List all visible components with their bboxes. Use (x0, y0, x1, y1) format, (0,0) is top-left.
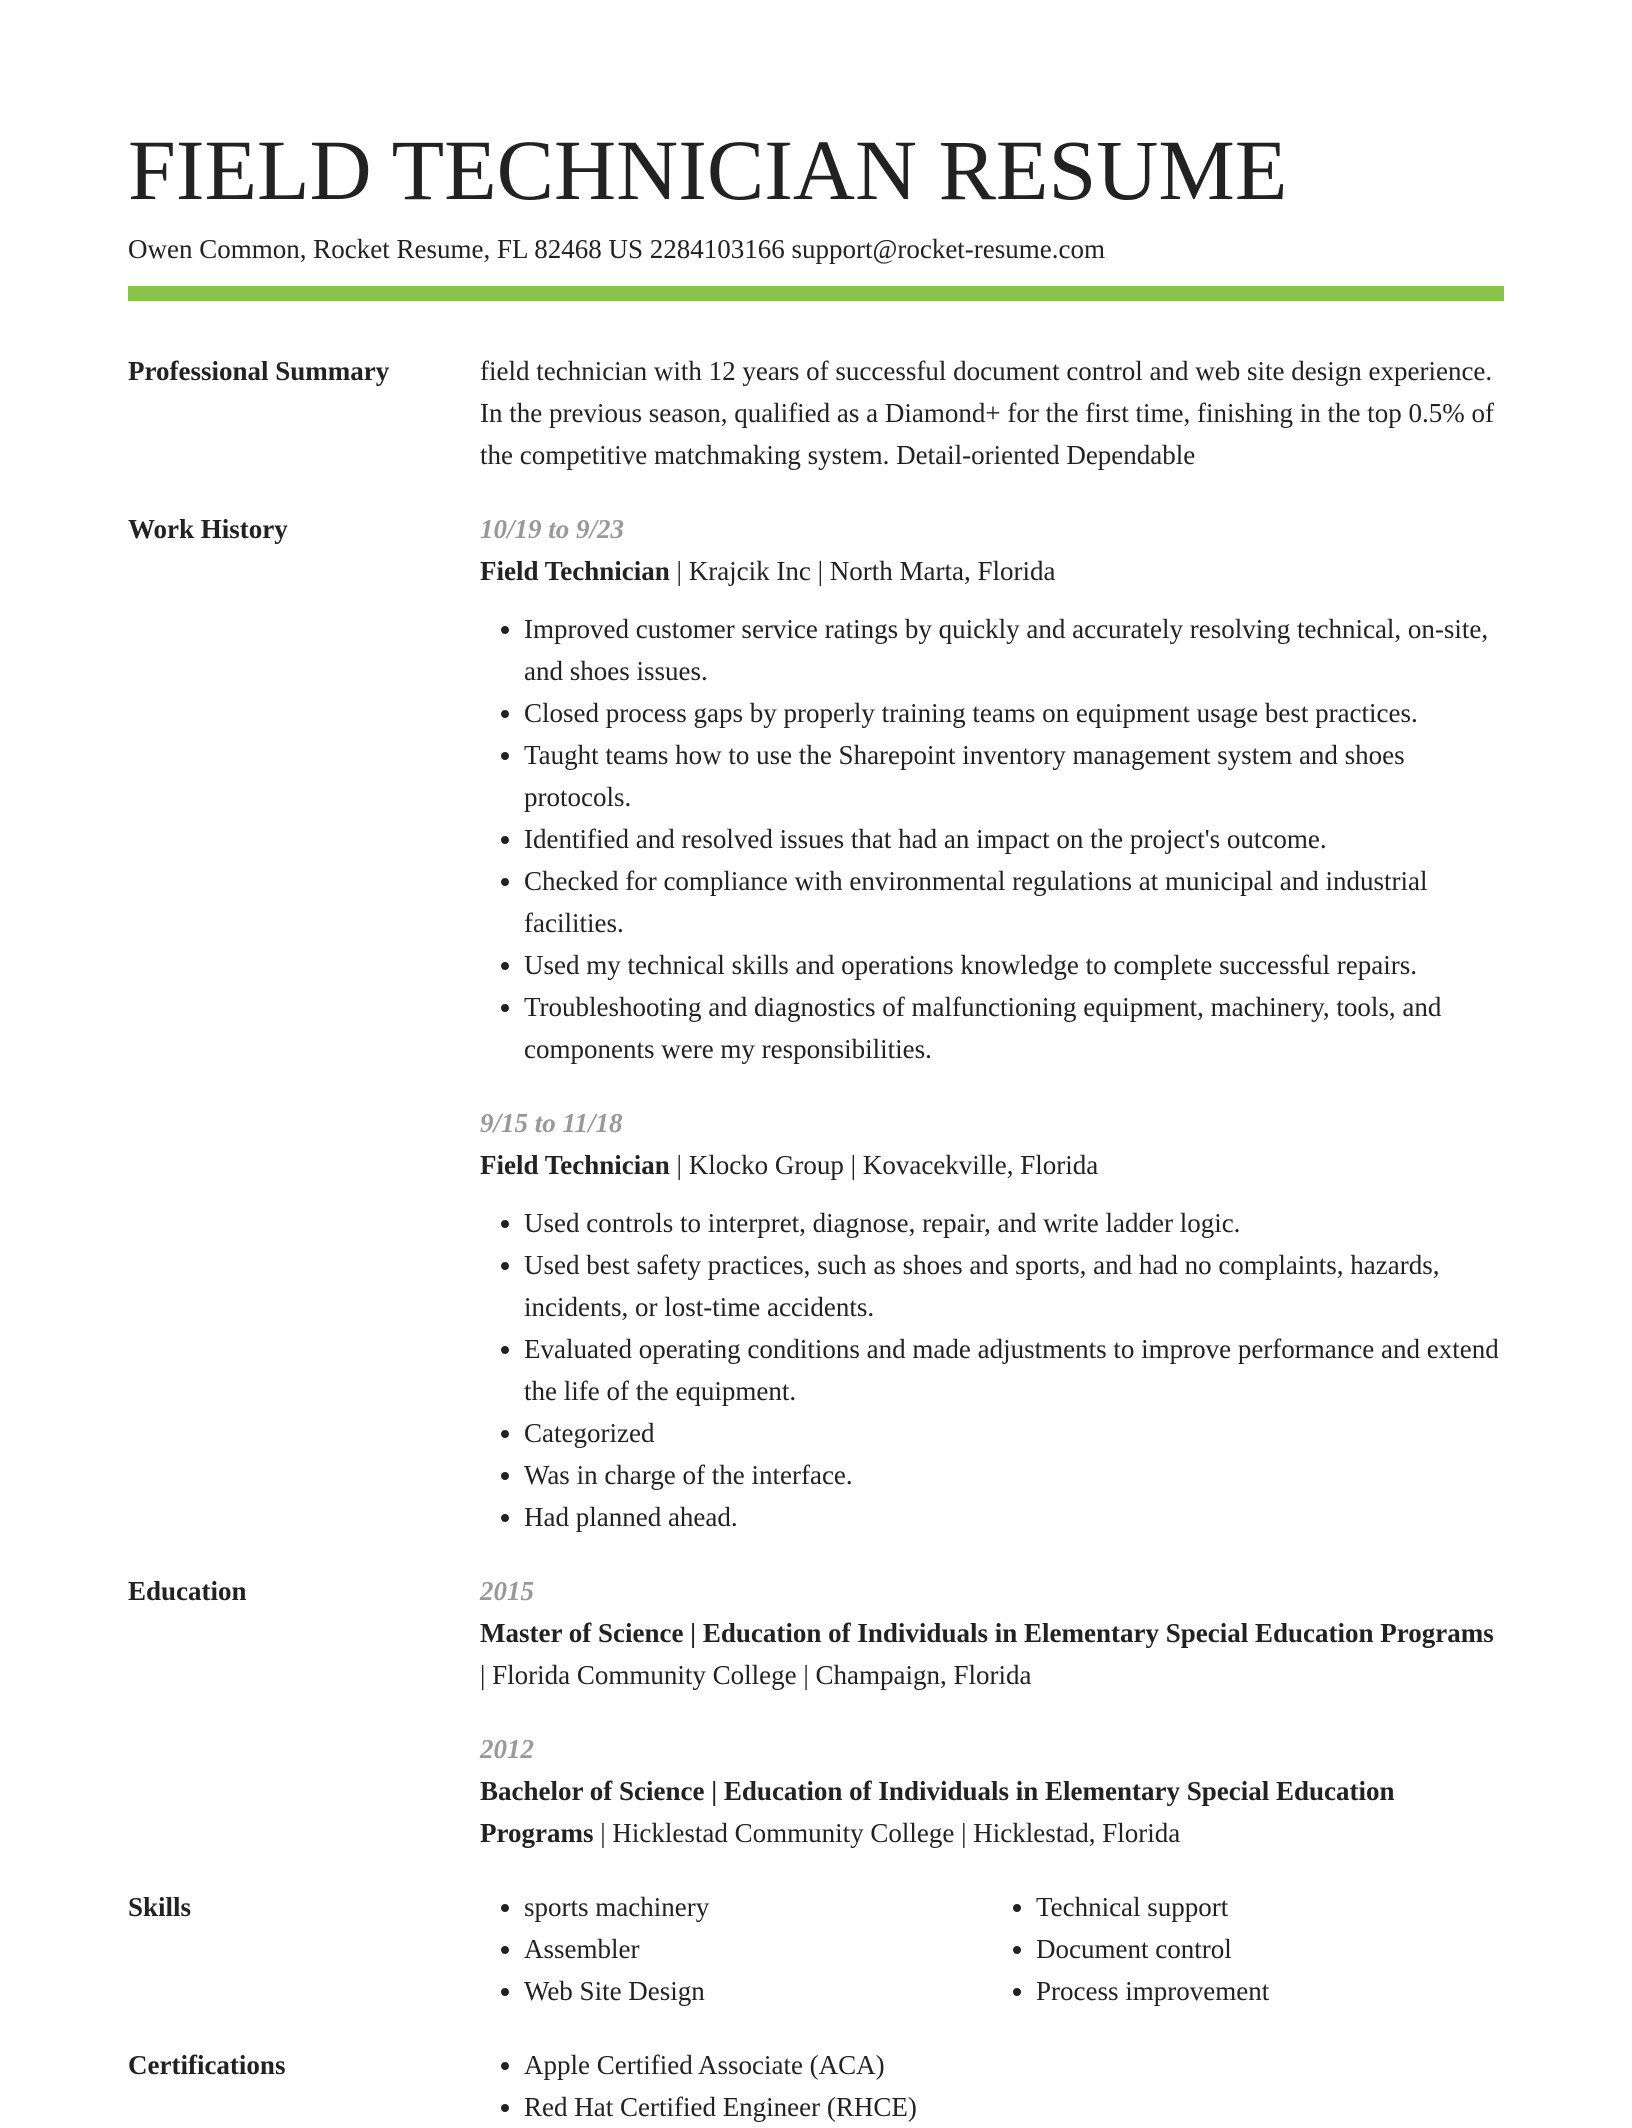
job-bullets (480, 608, 1504, 1070)
resume-title: FIELD TECHNICIAN RESUME (128, 122, 1288, 218)
resume-content (128, 350, 1504, 2128)
list-item: • Process improvement (1036, 1970, 1504, 2012)
degree: Master of Science | Education of Individuals in Elementary Special Education Programs (480, 1618, 1494, 1648)
list-item: • sports machinery (524, 1886, 992, 1928)
job-employer: | Krajcik Inc | North Marta, Florida (669, 556, 1056, 586)
job-dates: 10/19 to 9/23 (480, 514, 625, 544)
list-item: • Taught teams how to use the Sharepoint inventory management system and shoes protocols. (524, 734, 1504, 818)
list-item: • Apple Certified Associate (ACA) (524, 2044, 1504, 2086)
skills-column-2 (992, 1886, 1504, 2012)
list-item: • Closed process gaps by properly training teams on equipment usage best practices. (524, 692, 1504, 734)
list-item: • Used my technical skills and operations knowledge to complete successful repairs. (524, 944, 1504, 986)
education-entry (480, 1570, 1504, 1696)
list-item: • Technical support (1036, 1886, 1504, 1928)
school: | Hicklestad Community College | Hicklestad, Florida (593, 1818, 1181, 1848)
school: | Florida Community College | Champaign, Florida (480, 1660, 1032, 1690)
section-label-skills: Skills (128, 1892, 192, 1922)
summary-text: field technician with 12 years of successful document control and web site design experience. In the previous season, qualified as a Diamond+ for the first time, finishing in the top 0.5% of the competitive matchmaking system. Detail-oriented Dependable (480, 356, 1495, 470)
job-bullets (480, 1202, 1504, 1538)
list-item: • Improved customer service ratings by quickly and accurately resolving technical, on-site, and shoes issues. (524, 608, 1504, 692)
job-title: Field Technician (480, 1150, 670, 1180)
job-dates: 9/15 to 11/18 (480, 1108, 623, 1138)
list-item: • Document control (1036, 1928, 1504, 1970)
list-item: • Used best safety practices, such as shoes and sports, and had no complaints, hazards, incidents, or lost-time accidents. (524, 1244, 1504, 1328)
section-label-summary: Professional Summary (128, 356, 390, 386)
skills-section (128, 1886, 1504, 2012)
list-item: • Used controls to interpret, diagnose, repair, and write ladder logic. (524, 1202, 1504, 1244)
list-item: • Was in charge of the interface. (524, 1454, 1504, 1496)
section-label-work-history: Work History (128, 514, 288, 544)
job-employer: | Klocko Group | Kovacekville, Florida (669, 1150, 1099, 1180)
job-entry (480, 1102, 1504, 1538)
list-item: • Had planned ahead. (524, 1496, 1504, 1538)
job-title: Field Technician (480, 556, 670, 586)
education-year: 2015 (480, 1576, 534, 1606)
education-year: 2012 (480, 1734, 534, 1764)
certifications-list (480, 2044, 1504, 2128)
certifications-section (128, 2044, 1504, 2128)
education-heading (480, 1612, 1504, 1696)
list-item: • Web Site Design (524, 1970, 992, 2012)
list-item: • Troubleshooting and diagnostics of malfunctioning equipment, machinery, tools, and components were my responsibilities. (524, 986, 1504, 1070)
job-heading (480, 550, 1504, 592)
list-item: • Red Hat Certified Engineer (RHCE) (524, 2086, 1504, 2128)
list-item: • Evaluated operating conditions and made adjustments to improve performance and extend the life of the equipment. (524, 1328, 1504, 1412)
list-item: • Assembler (524, 1928, 992, 1970)
education-heading (480, 1770, 1504, 1854)
list-item: • Identified and resolved issues that had an impact on the project's outcome. (524, 818, 1504, 860)
education-section (128, 1570, 1504, 1854)
section-label-education: Education (128, 1576, 247, 1606)
section-label-certifications: Certifications (128, 2050, 286, 2080)
job-heading (480, 1144, 1504, 1186)
degree: Bachelor of Science | Education of Individuals in Elementary Special Education Programs (480, 1776, 1395, 1848)
job-entry (480, 508, 1504, 1070)
list-item: • Categorized (524, 1412, 1504, 1454)
header-divider (128, 286, 1504, 301)
contact-line: Owen Common, Rocket Resume, FL 82468 US 2284103166 support@rocket-resume.com (128, 234, 1105, 264)
skills-column-1 (480, 1886, 992, 2012)
education-entry (480, 1728, 1504, 1854)
summary-section (128, 350, 1504, 476)
work-history-section (128, 508, 1504, 1538)
list-item: • Checked for compliance with environmental regulations at municipal and industrial facilities. (524, 860, 1504, 944)
